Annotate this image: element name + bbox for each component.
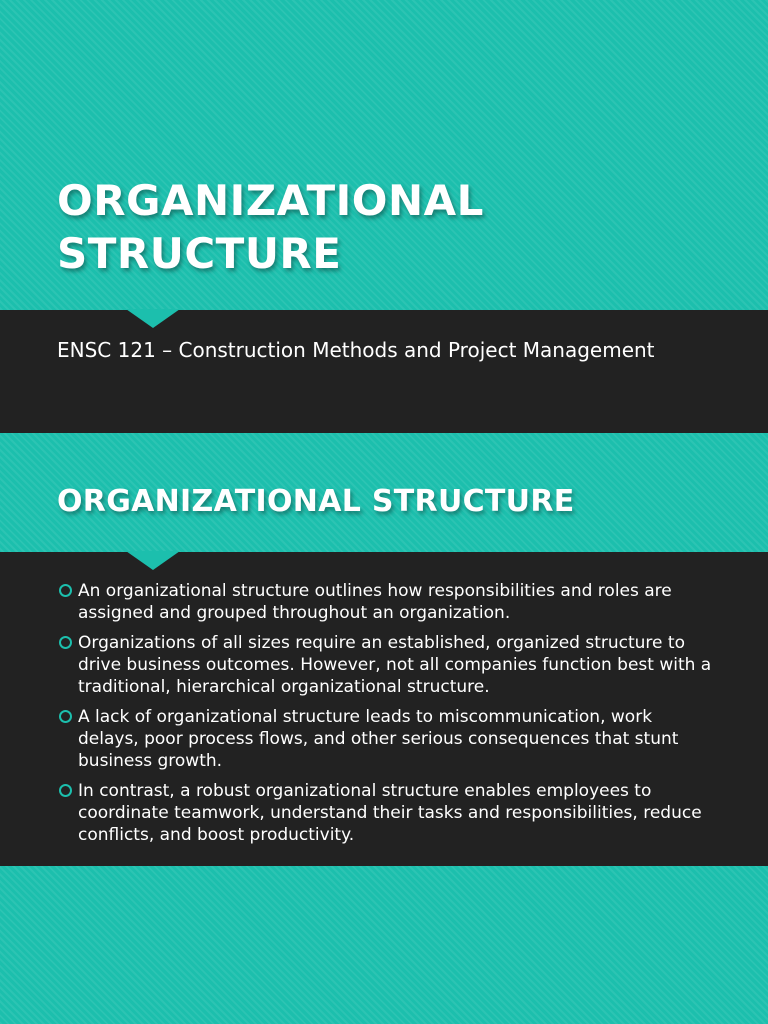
bullet-list (0, 580, 718, 854)
circle-bullet-icon (59, 710, 72, 723)
bullet-text: An organizational structure outlines how responsibilities and roles are assigned and grouped throughout an organization. (78, 581, 672, 623)
band-notch (126, 309, 180, 328)
bullet-item (0, 580, 718, 624)
bullet-text: Organizations of all sizes require an established, organized structure to drive business outcomes. However, not all companies function best with a traditional, hierarchical organizational structure. (78, 633, 712, 697)
slide-title-line-1: ORGANIZATIONAL (57, 176, 484, 225)
band-notch (126, 551, 180, 570)
slide-title (57, 174, 737, 280)
slide-title-line-2: STRUCTURE (57, 229, 342, 278)
bullet-item (0, 706, 718, 772)
bullet-item (0, 780, 718, 846)
circle-bullet-icon (59, 584, 72, 597)
subtitle-band (0, 310, 768, 433)
bullet-item (0, 632, 718, 698)
course-subtitle: ENSC 121 – Construction Methods and Project Management (57, 338, 655, 362)
bullet-text: A lack of organizational structure leads to miscommunication, work delays, poor process flows, and other serious consequences that stunt business growth. (78, 707, 679, 771)
content-band (0, 552, 768, 866)
bullet-text: In contrast, a robust organizational structure enables employees to coordinate teamwork, understand their tasks and responsibilities, reduce conflicts, and boost productivity. (78, 781, 702, 845)
circle-bullet-icon (59, 636, 72, 649)
section-heading: ORGANIZATIONAL STRUCTURE (57, 484, 575, 519)
circle-bullet-icon (59, 784, 72, 797)
